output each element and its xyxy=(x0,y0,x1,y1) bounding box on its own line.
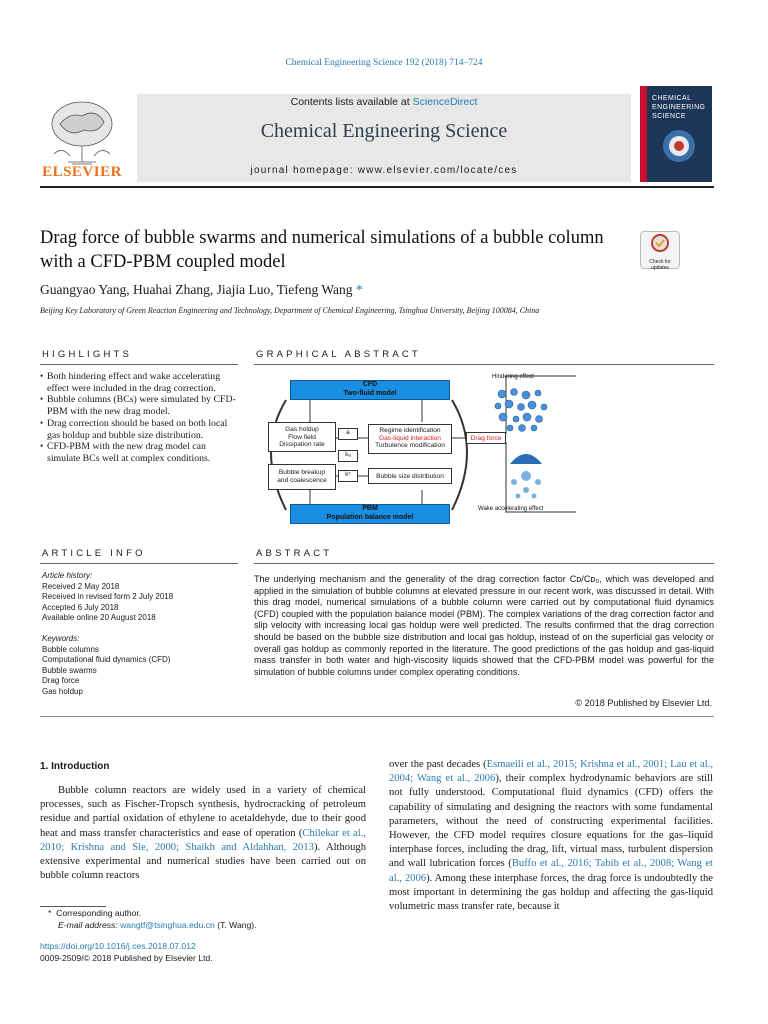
corresponding-author-mark[interactable]: * xyxy=(355,282,363,297)
history-item: Received 2 May 2018 xyxy=(42,581,120,591)
cfd-box xyxy=(290,380,450,400)
symbol-kd-box: kₐ xyxy=(338,450,358,462)
introduction-heading: 1. Introduction xyxy=(40,761,110,772)
symbol-kc-box: kᶜ xyxy=(338,470,358,482)
footnote-line-1: * Corresponding author. xyxy=(48,908,142,918)
article-info-block xyxy=(42,571,238,698)
abstract-rule xyxy=(254,563,714,564)
doi-block xyxy=(40,941,213,964)
keyword-item: Gas holdup xyxy=(42,686,83,696)
citation-link[interactable]: Buffo et al., 2016; Tabib et al., 2008; Wang et al., 2006 xyxy=(389,858,713,884)
intro-column-right: over the past decades (Esmaeili et al., 2015; Krishna et al., 2001; Lau et al., 2004; Wang et al., 2006), their complex hydrodynamic behaviors are still not fully understood. Computational fluid dynamics (CFD) offers the capability of simulating and designing the reactors with some fundamental parameters, without the need of constructing experimental facilities. However, the CFD model requires closure equations for the gas–liquid interphase forces, including the drag, lift, virtual mass, turbulent dispersion and wall lubrication forces (Buffo et al., 2016; Tabib et al., 2008; Wang et al., 2006). Among these interphase forces, the drag force is undoubtedly the most important in determining the gas holdup and affecting the gas-liquid volumetric mass transfer rate, because it xyxy=(389,759,713,913)
abstract-text: The underlying mechanism and the generality of the drag correction factor Cᴅ/Cᴅ₀, which was developed and applied in the simulation of bubble columns at elevated pressure in our recent work, was discussed in detail. With this drag model, numerical simulations of a bubble column were carried out by computational fluid dynamics (CFD) coupled with the population balance model (PBM). The complex variations of the drag correction factor and slip velocity with increasing local gas holdup were well predicted. The results confirmed that the drag correction should be based on the bubble size distribution and local gas holdup, instead of on the superficial gas velocity or overall gas holdup as commonly reported in the literature. The good predictions of the gas holdup and gas-liquid mass transfer in both water and high-viscosity liquids showed that the CFD-PBM model was powerful for the simulation of bubble columns under complex operating conditions. xyxy=(254,574,714,677)
regime-line-2: Gas-liquid interaction xyxy=(379,434,441,442)
highlight-item: • Both hindering effect and wake accelerating effect were included in the drag correction. xyxy=(40,371,238,394)
check-for-updates-badge[interactable] xyxy=(640,231,680,269)
cfd-subtitle: Two-fluid model xyxy=(343,389,397,397)
wake-bubble-icon xyxy=(496,442,556,504)
cover-stripe xyxy=(640,86,647,182)
footnote-line-2: E-mail address: wangtf@tsinghua.edu.cn (T. Wang). xyxy=(58,920,257,930)
history-item: Received in revised form 2 July 2018 xyxy=(42,592,174,602)
symbol-a-box: a xyxy=(338,428,358,440)
journal-homepage[interactable]: journal homepage: www.elsevier.com/locate/ces xyxy=(250,165,518,176)
issn-line: 0009-2509/© 2018 Published by Elsevier Ltd. xyxy=(40,952,213,963)
check-updates-icon xyxy=(641,232,679,254)
article-title: Drag force of bubble swarms and numerical simulations of a bubble column with a CFD-PBM coupled model xyxy=(40,228,604,272)
elsevier-wordmark: ELSEVIER xyxy=(42,164,122,180)
affiliation: Beijing Key Laboratory of Green Reaction Engineering and Technology, Department of Chemical Engineering, Tsinghua University, Beijing 100084, China xyxy=(40,306,540,315)
gas-holdup-box: Gas holdup Flow field Dissipation rate xyxy=(268,422,336,452)
keyword-item: Drag force xyxy=(42,676,80,686)
abstract-heading: ABSTRACT xyxy=(256,548,333,559)
front-matter-rule xyxy=(40,716,714,717)
bubble-swarm-icon xyxy=(492,386,552,432)
keyword-item: Bubble columns xyxy=(42,644,99,654)
corresponding-footnote xyxy=(40,907,366,931)
journal-title: Chemical Engineering Science xyxy=(260,120,508,142)
highlight-item: • CFD-PBM with the new drag model can simulate BCs well at complex conditions. xyxy=(40,441,238,464)
regime-line-3: Turbulence modification xyxy=(375,442,445,450)
graphical-abstract-figure xyxy=(256,372,712,530)
highlights-rule xyxy=(40,364,238,365)
contents-line: Contents lists available at ScienceDirect xyxy=(290,96,478,108)
drag-force-box: Drag force xyxy=(466,432,506,444)
history-item: Available online 20 August 2018 xyxy=(42,613,156,623)
keyword-item: Bubble swarms xyxy=(42,665,97,675)
cfd-title: CFD xyxy=(362,381,378,388)
regime-box xyxy=(368,424,452,454)
highlights-heading: HIGHLIGHTS xyxy=(42,349,133,360)
cover-image xyxy=(656,126,702,166)
header-rule xyxy=(40,186,714,188)
hindering-effect-label: Hindering effect xyxy=(492,374,534,380)
author-list: Guangyao Yang, Huahai Zhang, Jiajia Luo, Tiefeng Wang * xyxy=(40,282,363,297)
check-updates-label: Check for updates xyxy=(649,259,671,271)
citation-link[interactable]: Chilekar et al., 2010; Krishna and Sie, 2000; Shaikh and Aldahhan, 2013 xyxy=(40,827,366,853)
pbm-subtitle: Population balance model xyxy=(326,513,414,521)
doi-link[interactable]: https://doi.org/10.1016/j.ces.2018.07.012 xyxy=(40,941,196,951)
sciencedirect-link[interactable]: ScienceDirect xyxy=(412,96,478,108)
journal-masthead xyxy=(137,94,631,182)
regime-line-1: Regime identification xyxy=(379,427,441,434)
article-info-rule xyxy=(40,563,238,564)
journal-cover xyxy=(640,86,712,182)
bsd-box: Bubble size distribution xyxy=(368,468,452,484)
history-label: Article history: xyxy=(42,571,93,580)
graphical-abstract-heading: GRAPHICAL ABSTRACT xyxy=(256,349,421,360)
cover-title: CHEMICAL ENGINEERING SCIENCE xyxy=(652,95,706,120)
keywords-label: Keywords: xyxy=(42,633,80,643)
history-item: Accepted 6 July 2018 xyxy=(42,602,119,612)
article-info-heading: ARTICLE INFO xyxy=(42,548,146,559)
highlights-list xyxy=(40,371,238,465)
highlight-item: • Bubble columns (BCs) were simulated by CFD-PBM with the new drag model. xyxy=(40,394,238,417)
wake-effect-label: Wake accelerating effect xyxy=(478,506,544,512)
abstract-copyright: © 2018 Published by Elsevier Ltd. xyxy=(575,698,712,708)
graphical-abstract-rule xyxy=(254,364,714,365)
keyword-item: Computational fluid dynamics (CFD) xyxy=(42,655,171,665)
citation-link[interactable]: Esmaeili et al., 2015; Krishna et al., 2001; Lau et al., 2004; Wang et al., 2006 xyxy=(389,759,713,785)
journal-citation[interactable]: Chemical Engineering Science 192 (2018) 714–724 xyxy=(285,58,483,68)
bubble-breakup-box: Bubble breakup and coalescence xyxy=(268,464,336,490)
author-email-link[interactable]: wangtf@tsinghua.edu.cn xyxy=(120,920,215,930)
highlight-item: • Drag correction should be based on both local gas holdup and bubble size distribution. xyxy=(40,418,238,441)
intro-column-left: Bubble column reactors are widely used in a variety of chemical processes, such as Fischer-Tropsch synthesis, hydrocracking of petroleum residue and partial oxidation of ethylene to acetaldehyde, due to their good heat and mass transfer characteristics and ease of operation (Chilekar et al., 2010; Krishna and Sie, 2000; Shaikh and Aldahhan, 2013). Although extensive experimental and numerical studies have been carried out on bubble column reactors xyxy=(40,785,366,882)
pbm-title: PBM xyxy=(362,505,378,512)
pbm-box xyxy=(290,504,450,524)
